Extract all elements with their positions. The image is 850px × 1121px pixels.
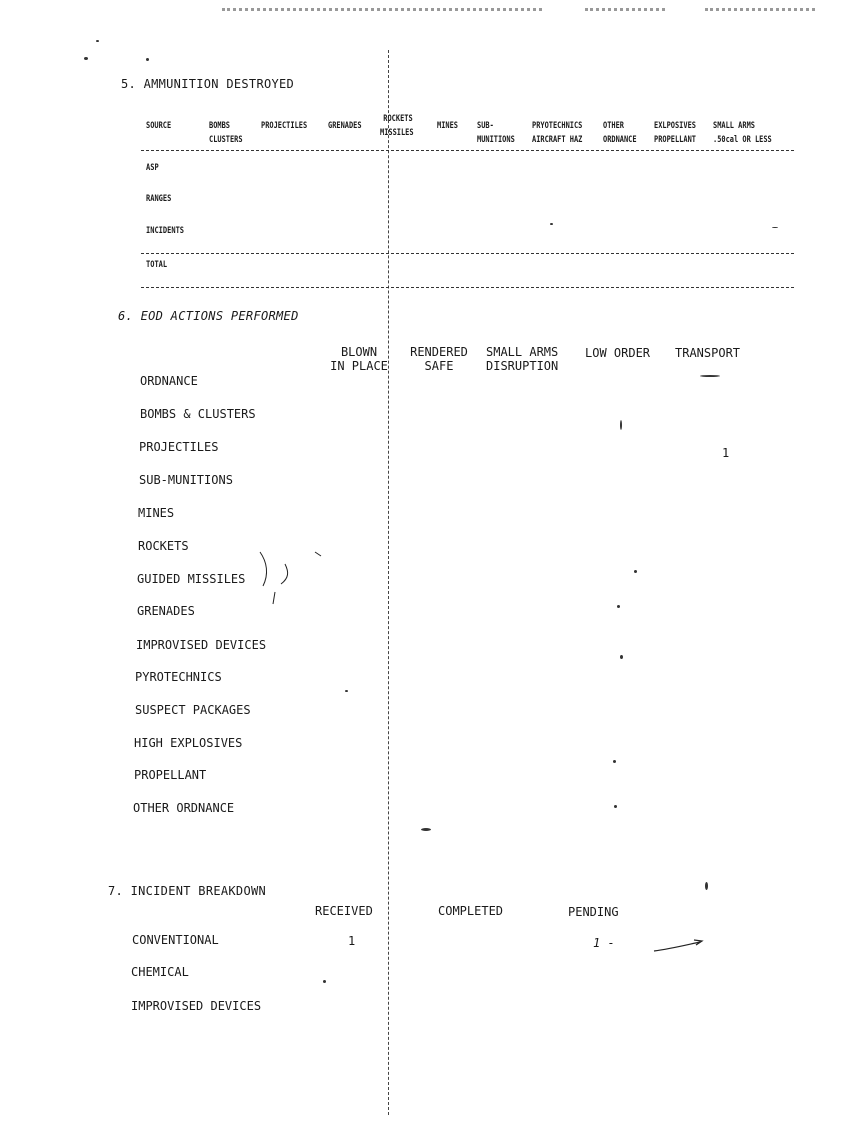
s5-row-incidents: INCIDENTS [146,226,185,236]
speck [84,57,88,60]
s6-row-suspect-packages: SUSPECT PACKAGES [135,703,251,717]
section5-title: 5. AMMUNITION DESTROYED [121,77,295,91]
s5-col-grenades: GRENADES [328,121,362,131]
speck [634,570,637,573]
s6-row-pyrotechnics: PYROTECHNICS [135,670,222,684]
s7-row-conventional-received: 1 [348,934,356,948]
speck [700,375,720,377]
scan-artifact-top [222,8,542,19]
s6-row-other-ordnance: OTHER ORDNANCE [133,801,235,815]
s5-row-total: TOTAL [146,260,168,270]
s5-col-sub-munitions: SUB- MUNITIONS [477,121,515,145]
s5-col-small-arms: SMALL ARMS .50cal OR LESS [713,121,772,145]
speck [705,882,708,890]
s7-col-completed: COMPLETED [438,904,504,918]
s5-total-rule-top [141,253,794,254]
s6-row-bombs-clusters: BOMBS & CLUSTERS [140,407,256,421]
s6-col-transport: TRANSPORT [675,346,741,360]
s6-row-grenades: GRENADES [137,604,195,618]
s5-col-explosives-propellant: EXLPOSIVES PROPELLANT [654,121,696,145]
s7-col-pending: PENDING [568,905,619,919]
s6-col-small-arms-disruption: SMALL ARMS DISRUPTION [486,345,559,373]
s6-row-rockets: ROCKETS [138,539,189,553]
s6-col-rendered-safe: RENDERED SAFE [410,345,468,373]
s5-row-ranges: RANGES [146,194,172,204]
fold-line [388,50,389,1115]
s6-row-guided-missiles: GUIDED MISSILES [137,572,246,586]
speck [345,690,348,692]
s6-row-mines: MINES [138,506,175,520]
speck [146,58,149,61]
speck [96,40,99,42]
handwritten-marks [255,548,325,608]
s6-row-propellant: PROPELLANT [134,768,207,782]
speck [620,655,623,659]
s6-row-improvised-devices: IMPROVISED DEVICES [136,638,267,652]
s7-col-received: RECEIVED [315,904,373,918]
speck [613,760,616,763]
speck [617,605,620,608]
s7-row-improvised-devices: IMPROVISED DEVICES [131,999,262,1013]
s6-col-blown-in-place: BLOWN IN PLACE [330,345,388,373]
s7-row-conventional-pending: 1 - [593,936,615,950]
s5-col-projectiles: PROJECTILES [261,121,308,131]
section7-title: 7. INCIDENT BREAKDOWN [108,884,267,898]
scan-artifact-top [585,8,665,19]
s5-col-source: SOURCE [146,121,172,131]
s6-row-projectiles-transport: 1 [722,446,730,460]
s6-row-projectiles: PROJECTILES [139,440,219,454]
s7-row-conventional: CONVENTIONAL [132,933,219,947]
s5-row-asp: ASP [146,163,159,173]
s5-total-rule-bottom [141,287,794,288]
section6-title: 6. EOD ACTIONS PERFORMED [118,309,299,323]
s6-col-low-order: LOW ORDER [585,346,651,360]
s5-col-rockets-missiles: ROCKETS MISSILES [380,114,414,138]
speck [550,223,553,225]
speck [323,980,326,983]
s6-row-high-explosives: HIGH EXPLOSIVES [134,736,243,750]
scan-artifact-top [705,8,815,19]
speck [614,805,617,808]
s5-col-mines: MINES [437,121,458,131]
s5-col-bombs-clusters: BOMBS CLUSTERS [209,121,243,145]
s5-header-rule [141,150,794,151]
s7-row-chemical: CHEMICAL [131,965,189,979]
s6-row-ordnance: ORDNANCE [140,374,198,388]
s5-col-pyrotechnics: PRYOTECHNICS AIRCRAFT HAZ [532,121,583,145]
s5-col-other-ordnance: OTHER ORDNANCE [603,121,637,145]
handwritten-arrow-mark [650,935,710,955]
speck [772,227,778,228]
s6-row-sub-munitions: SUB-MUNITIONS [139,473,233,487]
speck [421,828,431,831]
speck [620,420,622,430]
